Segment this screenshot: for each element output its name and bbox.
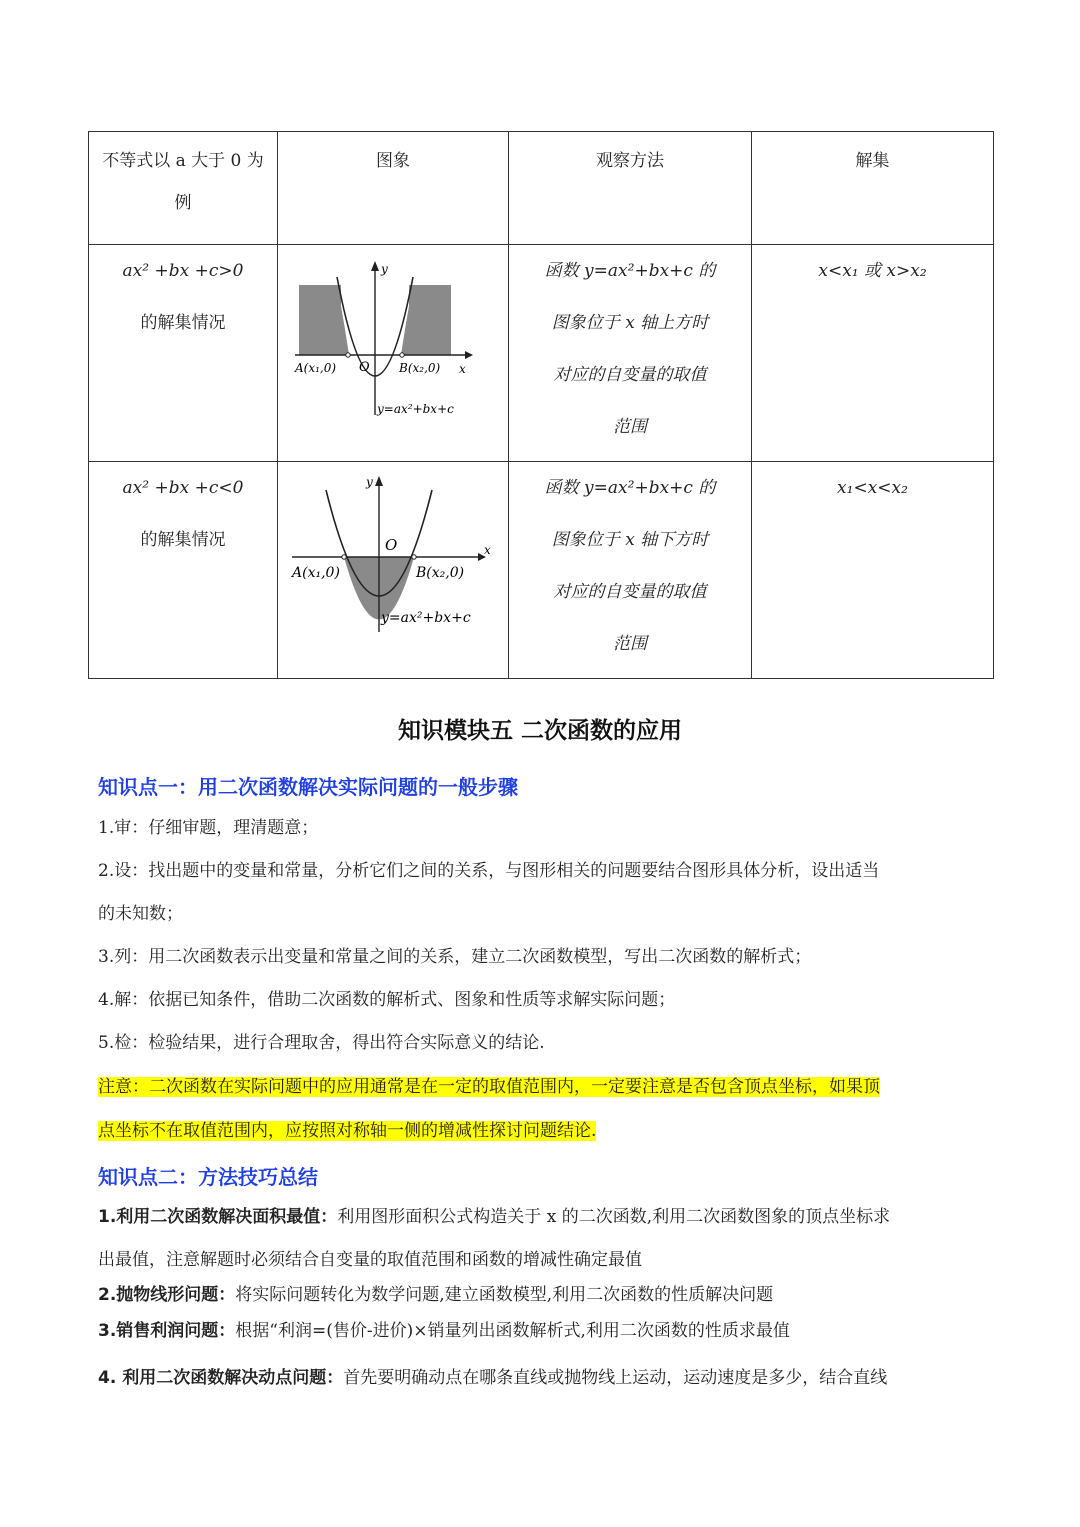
y-axis-label: y (366, 475, 373, 489)
y-axis-arrow (375, 476, 383, 486)
note-line-2 (98, 1110, 988, 1153)
header-inequality-line2: 例 (174, 193, 192, 213)
inequality-cell (89, 462, 278, 679)
method-cell (509, 462, 752, 679)
tip-3 (98, 1310, 988, 1353)
tip-heading: 3.销售利润问题： (98, 1321, 236, 1341)
method-line: 对应的自变量的取值 (553, 365, 707, 385)
parabola-below-graph (288, 472, 498, 642)
point-a-label: A(x₁,0) (295, 361, 337, 375)
tip-1 (98, 1196, 988, 1239)
method-line: 函数 y=ax²+bx+c 的 (544, 261, 716, 281)
x-axis-arrow (465, 351, 473, 359)
note-line-1 (98, 1066, 988, 1109)
method-cell (509, 245, 752, 462)
point-b-label: B(x₂,0) (416, 565, 465, 581)
tip-4 (98, 1357, 988, 1400)
note-highlight: 点坐标不在取值范围内，应按照对称轴一侧的增减性探讨问题结论. (98, 1121, 597, 1141)
parabola-above-graph (293, 255, 493, 425)
method-line: 图象位于 x 轴下方时 (551, 530, 709, 550)
inequality-expression: ax² +bx +c>0 (122, 261, 244, 281)
equation-label: y=ax²+bx+c (377, 402, 454, 416)
solution-set: x<x₁ 或 x>x₂ (818, 261, 927, 281)
tip-text: 将实际问题转化为数学问题,建立函数模型,利用二次函数的性质解决问题 (235, 1285, 774, 1305)
table-row (89, 245, 994, 462)
point-a (342, 555, 346, 559)
step-2: 2.设：找出题中的变量和常量，分析它们之间的关系，与图形相关的问题要结合图形具体分析，设出适当 (98, 861, 880, 881)
header-graph: 图象 (278, 132, 509, 245)
tip-heading: 4. 利用二次函数解决动点问题： (98, 1368, 344, 1388)
solution-cell (752, 462, 994, 679)
method-line: 对应的自变量的取值 (553, 582, 707, 602)
tip-heading: 1.利用二次函数解决面积最值： (98, 1207, 338, 1227)
tip-text: 根据“利润=(售价-进价)×销量列出函数解析式,利用二次函数的性质求最值 (235, 1321, 790, 1341)
inequality-note: 的解集情况 (140, 530, 226, 550)
section-title: 知识模块五 二次函数的应用 (397, 718, 682, 744)
method-line: 范围 (613, 634, 647, 654)
method-line: 图象位于 x 轴上方时 (551, 313, 709, 333)
step-5: 5.检：检验结果，进行合理取舍，得出符合实际意义的结论. (98, 1033, 545, 1053)
point-b (412, 555, 416, 559)
inequality-table (88, 131, 994, 679)
method-line: 范围 (613, 417, 647, 437)
step-4: 4.解：依据已知条件，借助二次函数的解析式、图象和性质等求解实际问题； (98, 990, 676, 1010)
table-row (89, 462, 994, 679)
shaded-region-right (409, 285, 451, 355)
knowledge-point-1-title: 知识点一：用二次函数解决实际问题的一般步骤 (98, 775, 518, 799)
step-3: 3.列：用二次函数表示出变量和常量之间的关系，建立二次函数模型，写出二次函数的解析式； (98, 947, 812, 967)
point-a-label: A(x₁,0) (292, 565, 340, 581)
tip-heading: 2.抛物线形问题： (98, 1285, 236, 1305)
graph-cell (278, 245, 509, 462)
shaded-region-left (299, 285, 341, 355)
header-inequality-line1: 不等式以 a 大于 0 为 (102, 151, 264, 171)
inequality-note: 的解集情况 (140, 313, 226, 333)
inequality-expression: ax² +bx +c<0 (122, 478, 244, 498)
note-highlight: 注意：二次函数在实际问题中的应用通常是在一定的取值范围内，一定要注意是否包含顶点坐标，如果顶 (98, 1077, 880, 1097)
tip-text: 利用图形面积公式构造关于 x 的二次函数,利用二次函数图象的顶点坐标求 (337, 1207, 891, 1227)
graph-cell (278, 462, 509, 679)
point-a (346, 353, 350, 357)
tip-text: 首先要明确动点在哪条直线或抛物线上运动，运动速度是多少，结合直线 (343, 1368, 888, 1388)
header-method: 观察方法 (509, 132, 752, 245)
knowledge-point-2-title: 知识点二：方法技巧总结 (98, 1165, 318, 1189)
header-inequality (89, 132, 278, 245)
step-1: 1.审：仔细审题，理清题意； (98, 818, 319, 838)
x-axis-label: x (484, 543, 491, 557)
y-axis-label: y (381, 262, 388, 276)
origin-label: O (359, 360, 370, 375)
tip-1-cont: 出最值，注意解题时必须结合自变量的取值范围和函数的增减性确定最值 (98, 1250, 642, 1270)
method-line: 函数 y=ax²+bx+c 的 (544, 478, 716, 498)
step-2-cont: 的未知数； (98, 904, 183, 924)
table-header-row (89, 132, 994, 245)
y-axis-arrow (371, 261, 379, 271)
point-b-label: B(x₂,0) (399, 361, 441, 375)
point-b (400, 353, 404, 357)
origin-label: O (385, 536, 398, 554)
header-solution: 解集 (752, 132, 994, 245)
x-axis-label: x (459, 362, 466, 376)
solution-cell (752, 245, 994, 462)
inequality-cell (89, 245, 278, 462)
equation-label: y=ax²+bx+c (381, 610, 471, 626)
solution-set: x₁<x<x₂ (837, 478, 908, 498)
